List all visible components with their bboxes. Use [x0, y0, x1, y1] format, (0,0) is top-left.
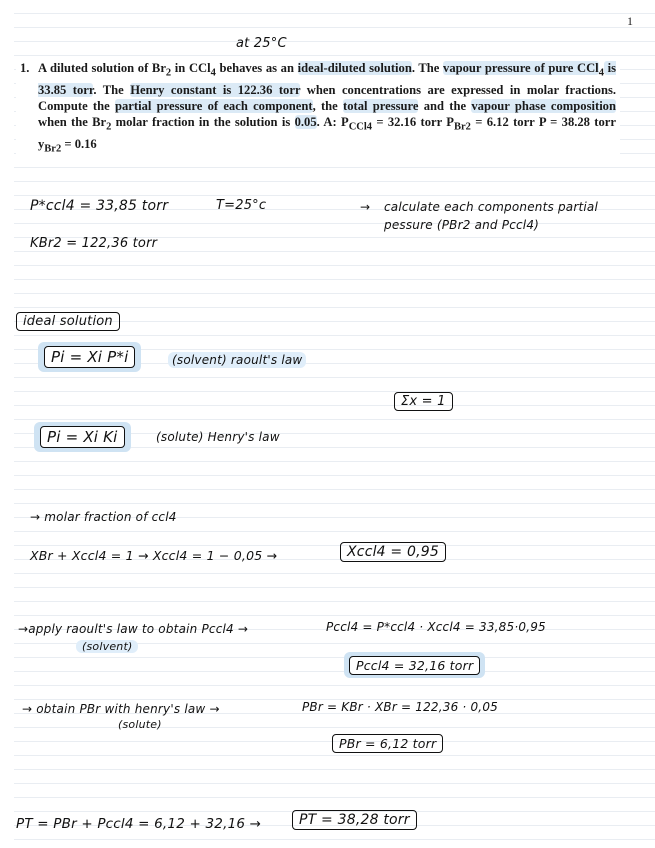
raoult-highlight	[38, 342, 141, 372]
highlight-vapour-pressure: vapour pressure of pure CCl	[443, 61, 599, 75]
henry-highlight	[34, 422, 131, 452]
ideal-solution-title: ideal solution	[16, 312, 120, 331]
raoult-label: (solvent) raoult's law	[168, 352, 306, 368]
molar-fraction-heading: → molar fraction of ccl4	[30, 510, 177, 524]
raoult-calculation: Pccl4 = P*ccl4 · Xccl4 = 33,85·0,95	[326, 620, 546, 634]
henry-calculation: PBr = KBr · XBr = 122,36 · 0,05	[302, 700, 498, 714]
raoult-result-highlight	[344, 652, 485, 678]
molar-fraction-equation: XBr + Xccl4 = 1 → Xccl4 = 1 − 0,05 →	[30, 548, 278, 563]
total-pressure-equation: PT = PBr + Pccl4 = 6,12 + 32,16 →	[16, 816, 262, 832]
highlight-henry-constant: Henry constant is 122.36 torr	[130, 82, 301, 97]
problem-text: A diluted solution of $Br_2$ in CCl$_4$ behaves as an ideal-diluted solution. The vapour pressure of pure CCl$_4$ is 33.85 torr. The Henry constant is 122.36 torr when concentrations are expressed in molar fractions. Compute the partial pressure of each component, the total pressure and the vapour phase composition when the $Br_2$ molar fraction in the solution is 0.05. A: $P_{CCl4} = 32.16$ torr $P_{Br2} = 6.12$ torr P = 38.28 torr $y_{Br2} = 0.16$	[38, 61, 616, 155]
highlight-ideal-diluted: ideal-diluted solution	[297, 61, 412, 75]
page-margin	[0, 0, 14, 848]
raoult-result: Pccl4 = 32,16 torr	[349, 656, 480, 675]
henry-equation: Pi = Xi Ki	[40, 426, 125, 448]
answer-line: $P_{CCl4} = 32.16$ torr $P_{Br2} = 6.12$ torr P = 38.28 torr $y_{Br2} = 0.16$	[38, 115, 616, 155]
molar-fraction-result: Xccl4 = 0,95	[340, 542, 446, 562]
henry-step: → obtain PBr with henry's law →	[22, 702, 220, 716]
given-henry-constant: KBr2 = 122,36 torr	[30, 236, 158, 251]
given-vapour-pressure: P*ccl4 = 33,85 torr	[30, 198, 169, 214]
henry-label: (solute) Henry's law	[156, 430, 280, 444]
total-pressure-result: PT = 38,28 torr	[292, 810, 417, 830]
highlight-partial-pressure: partial pressure of each component	[114, 98, 313, 113]
highlight-molar-fraction: 0.05	[294, 115, 317, 130]
raoult-equation: Pi = Xi P*i	[44, 346, 135, 368]
goal-arrow: →	[360, 200, 371, 214]
goal-line-2: pessure (PBr2 and Pccl4)	[384, 218, 540, 232]
highlight-total-pressure: total pressure	[343, 98, 419, 113]
given-temperature: T=25°c	[216, 198, 267, 213]
raoult-step-sub: (solvent)	[76, 640, 138, 653]
problem-number: 1.	[20, 61, 30, 75]
henry-step-sub: (solute)	[118, 718, 162, 731]
goal-line-1: calculate each components partial	[384, 200, 599, 214]
raoult-step: →apply raoult's law to obtain Pccl4 →	[18, 622, 249, 636]
problem-statement	[16, 58, 620, 160]
page-number: 1	[627, 14, 633, 28]
henry-result: PBr = 6,12 torr	[332, 734, 443, 753]
annotation-temperature: at 25°C	[236, 36, 287, 51]
sum-molar-fractions: Σx = 1	[394, 392, 453, 411]
highlight-vapour-composition: vapour phase composition	[471, 98, 616, 113]
